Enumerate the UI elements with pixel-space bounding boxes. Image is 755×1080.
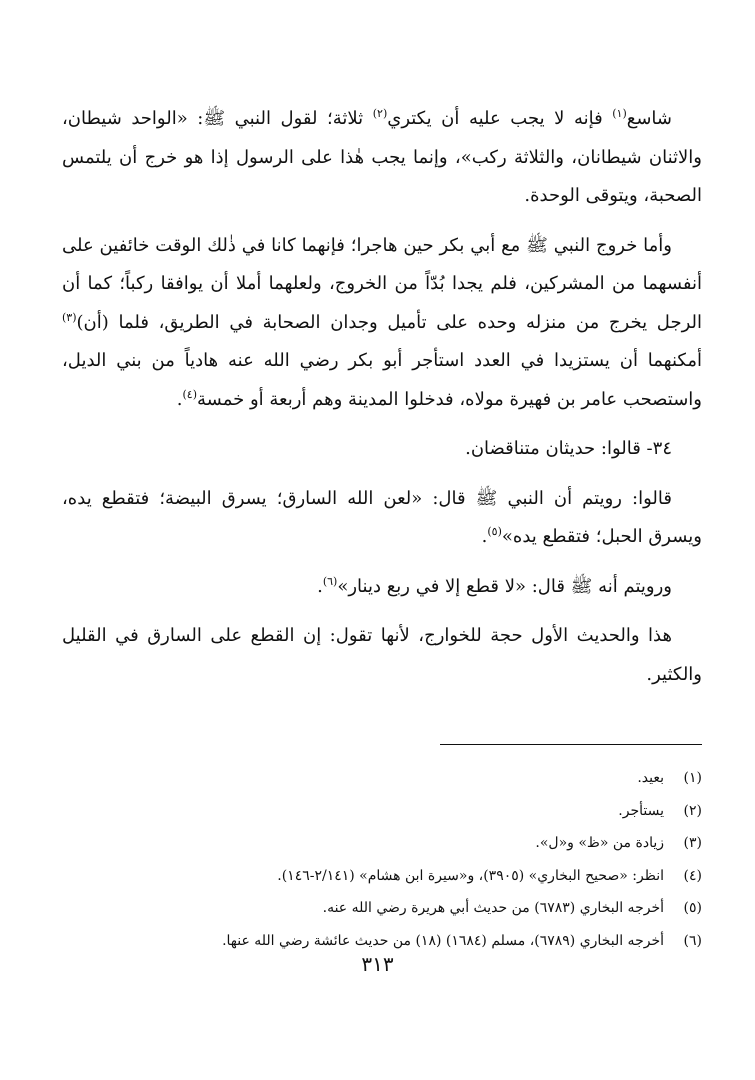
footnote-text: بعيد. — [637, 770, 664, 786]
footnote-text: انظر: «صحيح البخاري» (٣٩٠٥)، و«سيرة ابن هشام» (٢/١٤١-١٤٦). — [277, 867, 664, 884]
paragraph — [62, 480, 702, 557]
footnote-item — [62, 762, 702, 795]
paragraph-text: فإنه لا يجب عليه أن يكتري — [387, 108, 613, 129]
page-number: ٣١٣ — [361, 952, 394, 976]
footnote-item — [62, 860, 702, 893]
footnote-reference: (٢) — [372, 107, 388, 120]
footnote-text: أخرجه البخاري (٦٧٨٩)، مسلم (١٦٨٤) (١٨) من حديث عائشة رضي الله عنها. — [222, 932, 664, 949]
footnote-reference: (٥) — [487, 525, 502, 538]
paragraph-text: شاسع — [626, 108, 672, 129]
footnote-reference: (٦) — [322, 574, 338, 588]
paragraph — [62, 227, 702, 420]
footnotes — [62, 762, 702, 957]
footnote-number: (٤) — [683, 867, 702, 884]
footnote-text: زيادة من «ظ» و«ل». — [535, 835, 664, 851]
footnote-number: (٦) — [683, 932, 702, 949]
paragraph-text: . — [481, 526, 488, 547]
paragraph — [62, 568, 702, 607]
footnote-item — [62, 795, 702, 828]
main-text — [62, 100, 702, 705]
paragraph-text: أمكنهما أن يستزيدا في العدد استأجر أبو بكر رضي الله عنه هادياً من بني الديل، واستصحب عامر بن فهيرة مولاه، فدخلوا المدينة وهم أربعة أو خمسة — [62, 350, 702, 410]
paragraph — [62, 430, 702, 469]
footnote-reference: (٣) — [62, 310, 77, 324]
paragraph-text: ورويتم أنه ﷺ قال: «لا قطع إلا في ربع دينار» — [337, 575, 672, 597]
footnote-number: (٣) — [683, 835, 702, 851]
paragraph — [62, 617, 702, 694]
footnote-separator — [440, 744, 702, 745]
paragraph-text: ٣٤- قالوا: حديثان متناقضان. — [465, 438, 672, 459]
footnote-item — [62, 892, 702, 925]
footnote-number: (٥) — [683, 900, 702, 916]
paragraph-text: قالوا: رويتم أن النبي ﷺ قال: «لعن الله السارق؛ يسرق البيضة؛ فتقطع يده، ويسرق الحبل؛ فتقطع يده» — [62, 487, 702, 547]
paragraph-text: وأما خروج النبي ﷺ مع أبي بكر حين هاجرا؛ فإنهما كانا في ذٰلك الوقت خائفين على أنفسهما من المشركين، فلم يجدا بُدّاً من الخروج، ولعلهما أملا أن يوافقا ركباً؛ كما أن الرجل يخرج من منزله وحده على تأميل وجدان الصحابة في الطريق، فلما (أن) — [62, 234, 702, 333]
paragraph-text: . — [176, 388, 183, 410]
paragraph-text: هذا والحديث الأول حجة للخوارج، لأنها تقول: إن القطع على السارق في القليل والكثير. — [62, 625, 702, 685]
footnote-number: (٢) — [683, 802, 702, 819]
paragraph — [62, 100, 702, 216]
footnote-text: يستأجر. — [618, 802, 664, 819]
paragraph-text: . — [317, 575, 323, 597]
footnote-text: أخرجه البخاري (٦٧٨٣) من حديث أبي هريرة رضي الله عنه. — [322, 900, 664, 916]
footnote-reference: (٤) — [182, 387, 198, 401]
paragraph-text: ثلاثة؛ لقول النبي ﷺ: «الواحد شيطان، والاثنان شيطانان، والثلاثة ركب»، وإنما يجب هٰذا على الرسول إذا هو خرج أن يلتمس الصحبة، ويتوقى الوحدة. — [62, 108, 702, 206]
footnote-reference: (١) — [612, 107, 627, 120]
footnote-number: (١) — [683, 770, 702, 786]
footnote-item — [62, 827, 702, 860]
